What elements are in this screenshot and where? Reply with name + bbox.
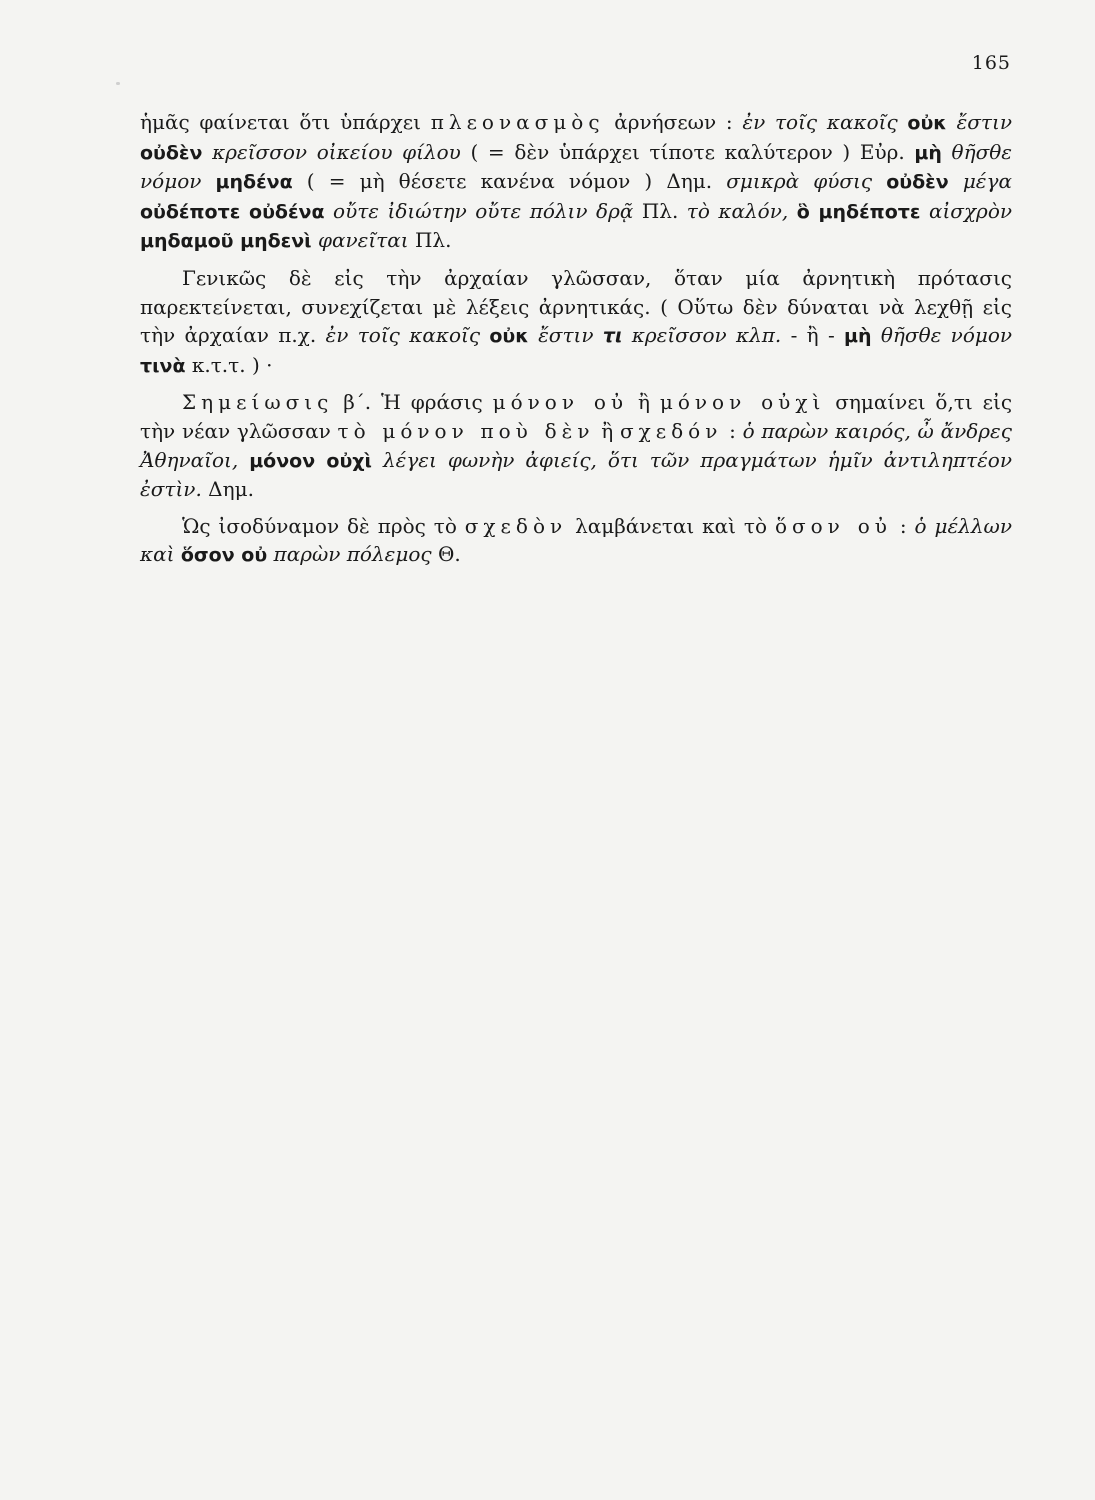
example-italic: παρὼν πόλεμος [273, 542, 432, 567]
text-run: Δημ. [201, 477, 254, 502]
paragraph-1 [140, 108, 1012, 256]
bold-negation: οὐδὲν [886, 171, 949, 194]
bold-italic-term: τι [602, 325, 623, 348]
text-run: κ.τ.τ. ) · [185, 352, 273, 377]
example-italic: ἐν τοῖς κακοῖς [742, 110, 898, 134]
spaced-term: πλεονασμὸς [430, 110, 605, 134]
example-italic: θῆσθε νόμον [140, 139, 1012, 194]
text-run: ( = μὴ θέσετε κανένα νόμον ) Δημ. [292, 169, 727, 194]
paragraph-3 [140, 388, 1012, 503]
example-italic: ἐν τοῖς κακοῖς [325, 323, 481, 348]
spaced-term: μόνον οὐ [492, 390, 629, 415]
example-italic: μέγα [962, 169, 1013, 194]
section-heading: Σημείωσις [182, 390, 334, 415]
text-run: σημαίνει ὅ,τι εἰς τὴν νέαν γλῶσσαν [140, 390, 1013, 443]
text-run: Γενικῶς δὲ εἰς τὴν ἀρχαίαν γλῶσσαν, ὅταν μία ἀρνητικὴ πρότασις παρεκτείνεται, συνεχίζεται μὲ λέξεις ἀρνητικάς. ( Οὕτω δὲν δύναται νὰ λεχθῇ εἰς τὴν ἀρχαίαν π.χ. [140, 265, 1012, 348]
example-italic: ἔστιν [538, 323, 594, 348]
bold-negation: οὐκ [489, 325, 529, 348]
bold-negation: οὐδὲν [140, 141, 203, 164]
example-italic: λέγει φωνὴν ἀφιείς, ὅτι τῶν πραγμάτων ἡμῖν ἀντιληπτέον ἐστὶν. [140, 447, 1013, 502]
page-number: 165 [971, 52, 1011, 74]
spaced-term: σχεδόν [619, 418, 723, 443]
text-run: β΄. Ἡ φράσις [333, 390, 493, 415]
bold-term: τινὰ [140, 354, 186, 377]
text-run: ( = δὲν ὑπάρχει τίποτε καλύτερον ) Εὐρ. [460, 139, 915, 164]
text-run: ἡμᾶς φαίνεται ὅτι ὑπάρχει [140, 110, 431, 134]
example-italic: τὸ καλόν, [686, 198, 789, 223]
example-italic: ἔστιν [956, 110, 1012, 134]
spaced-term: σχεδὸν [464, 513, 568, 538]
bold-negation: ὃ μηδέποτε [796, 200, 921, 223]
text-run: : [722, 418, 743, 443]
bold-negation: μὴ [844, 325, 872, 348]
example-italic: οὔτε ἰδιώτην οὔτε πόλιν δρᾷ [333, 198, 634, 223]
example-italic: σμικρὰ φύσις [726, 169, 873, 194]
bold-negation: μόνον οὐχὶ [249, 449, 372, 472]
body-text [140, 108, 1012, 578]
example-italic: κρεῖσσον οἰκείου φίλου [212, 139, 461, 164]
example-italic: ὁ μέλλων καὶ [140, 513, 1013, 567]
paragraph-4 [140, 512, 1012, 570]
bold-negation: μηδένα [215, 171, 293, 194]
bold-negation: οὐκ [907, 112, 947, 134]
example-italic: ὁ παρὼν καιρός, ὦ ἄνδρες Ἀθηναῖοι, [140, 418, 1012, 472]
text-run: ἢ [628, 390, 660, 415]
example-italic: κρεῖσσον κλπ. [631, 323, 782, 348]
spaced-term: τὸ μόνον ποὺ δὲν [337, 418, 595, 443]
text-run: Πλ. [408, 228, 452, 253]
text-run: Θ. [431, 542, 461, 567]
text-run: : [891, 513, 915, 538]
spaced-term: μόνον οὐχὶ [659, 390, 826, 415]
text-run: ἀρνήσεων : [604, 110, 743, 134]
text-run: Πλ. [633, 198, 687, 223]
text-run: λαμβάνεται καὶ τὸ [567, 513, 775, 538]
example-italic: φανεῖται [317, 228, 409, 253]
example-italic: θῆσθε νόμον [880, 323, 1013, 348]
bold-negation: οὐδέποτε οὐδένα [140, 200, 325, 223]
bold-negation: μηδαμοῦ μηδενὶ [140, 230, 312, 253]
scan-speck [116, 82, 120, 85]
example-italic: αἰσχρὸν [928, 198, 1013, 223]
text-run: - ἢ - [781, 323, 845, 348]
bold-negation: μὴ [914, 141, 942, 164]
text-run: ἢ [594, 418, 620, 443]
bold-negation: ὅσον οὐ [180, 544, 268, 567]
paragraph-2 [140, 264, 1012, 380]
spaced-term: ὅσον οὐ [774, 513, 892, 538]
text-run: Ὡς ἰσοδύναμον δὲ πρὸς τὸ [182, 513, 465, 538]
